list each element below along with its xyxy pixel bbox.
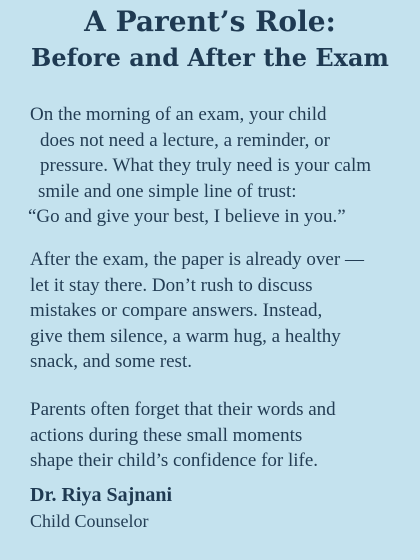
- title-line-2: Before and After the Exam: [31, 43, 389, 72]
- paragraph-line: does not need a lecture, a reminder, or: [40, 129, 330, 151]
- paragraph-after-exam: [30, 247, 410, 375]
- paragraph-line: pressure. What they truly need is your calm: [40, 155, 371, 176]
- paragraph-line: actions during these small moments: [30, 424, 303, 446]
- paragraph-morning: [30, 102, 410, 230]
- paragraph-line: After the exam, the paper is already over —: [30, 249, 364, 270]
- paragraph-line: smile and one simple line of trust:: [38, 180, 297, 202]
- paragraph-confidence: [30, 397, 410, 474]
- paragraph-line: mistakes or compare answers. Instead,: [30, 300, 323, 321]
- paragraph-line: give them silence, a warm hug, a healthy: [30, 325, 341, 347]
- title-line-1: A Parent’s Role:: [84, 5, 336, 38]
- quote-line: “Go and give your best, I believe in you.”: [28, 206, 346, 227]
- author-role: Child Counselor: [30, 511, 149, 531]
- paragraph-line: On the morning of an exam, your child: [30, 104, 327, 125]
- paragraph-line: Parents often forget that their words and: [30, 399, 336, 420]
- paragraph-line: let it stay there. Don’t rush to discuss: [30, 274, 313, 296]
- author-name: Dr. Riya Sajnani: [30, 484, 173, 506]
- paragraph-line: shape their child’s confidence for life.: [30, 450, 319, 471]
- paragraph-line: snack, and some rest.: [30, 351, 192, 372]
